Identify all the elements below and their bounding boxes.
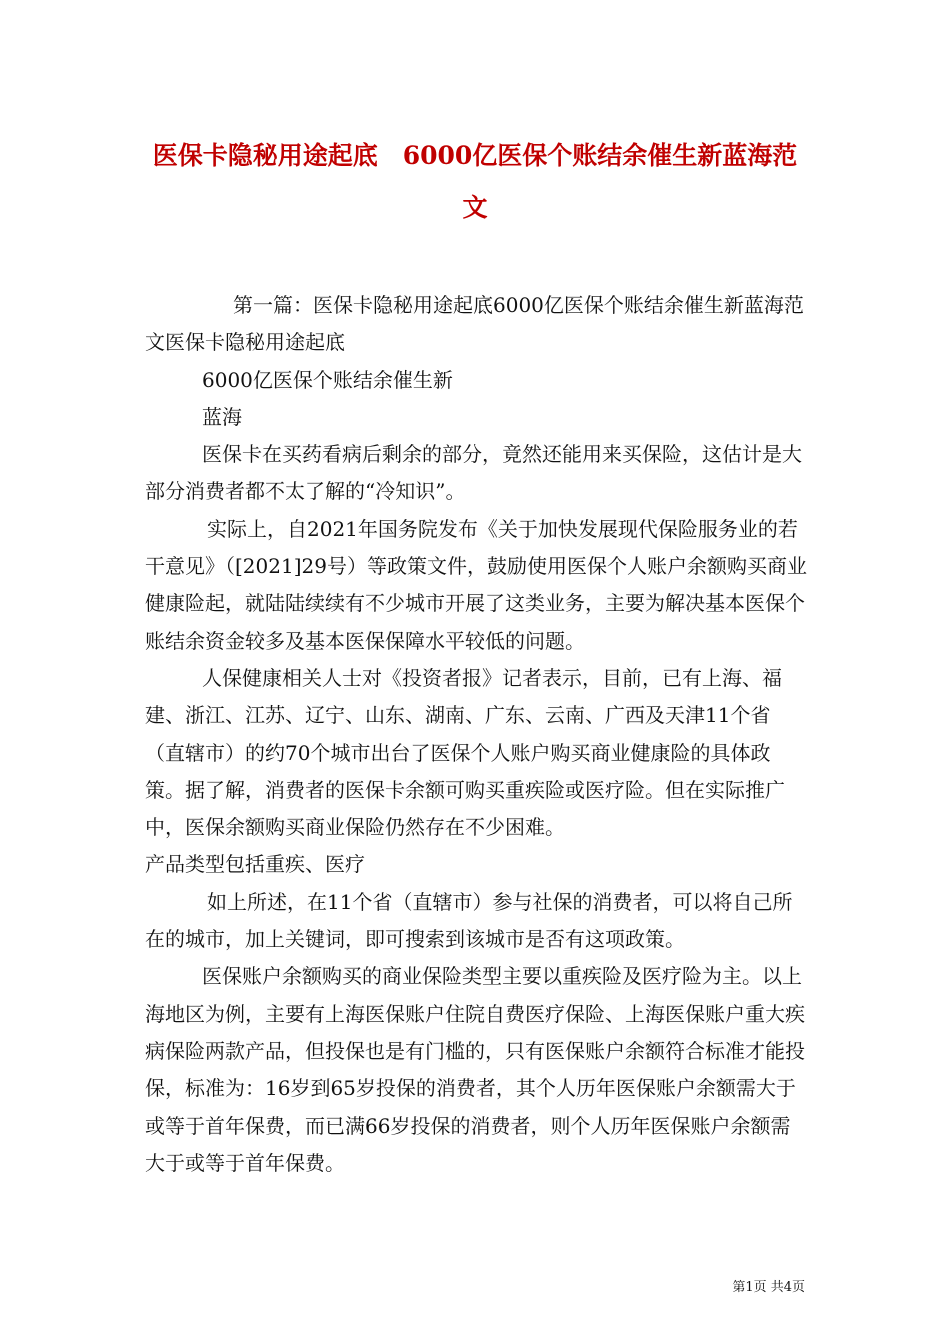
paragraph-8: 如上所述，在11个省（直辖市）参与社保的消费者，可以将自己所在的城市，加上关键词，即可搜索到该城市是否有这项政策。: [145, 889, 793, 952]
title-line-2: 文: [462, 193, 488, 222]
paragraph-6: 人保健康相关人士对《投资者报》记者表示，目前，已有上海、福建、浙江、江苏、辽宁、山东、湖南、广东、云南、广西及天津11个省（直辖市）的约70个城市出台了医保个人账户购买商业健康险的具体政策。据了解，消费者的医保卡余额可购买重疾险或医疗险。但在实际推广中，医保余额购买商业保险仍然存在不少困难。: [145, 665, 785, 840]
paragraph-2: 6000亿医保个账结余催生新: [202, 367, 453, 392]
paragraph-1: 第一篇：医保卡隐秘用途起底6000亿医保个账结余催生新蓝海范文医保卡隐秘用途起底: [145, 293, 804, 355]
paragraph-5: 实际上，自2021年国务院发布《关于加快发展现代保险服务业的若干意见》（[2021]29号）等政策文件，鼓励使用医保个人账户余额购买商业健康险起，就陆陆续续有不少城市开展了这类业务，主要为解决基本医保个账结余资金较多及基本医保保障水平较低的问题。: [145, 516, 807, 653]
paragraph-7: 产品类型包括重疾、医疗: [145, 852, 365, 877]
page-footer: 第1页 共4页: [732, 1280, 805, 1295]
paragraph-3: 蓝海: [202, 404, 242, 429]
document-body: [145, 287, 810, 1182]
paragraph-4: 医保卡在买药看病后剩余的部分，竟然还能用来买保险，这估计是大部分消费者都不太了解的“冷知识”。: [145, 442, 802, 504]
paragraph-9: 医保账户余额购买的商业保险类型主要以重疾险及医疗险为主。以上海地区为例，主要有上海医保账户住院自费医疗保险、上海医保账户重大疾病保险两款产品，但投保也是有门槛的，只有医保账户余额符合标准才能投保，标准为：16岁到65岁投保的消费者，其个人历年医保账户余额需大于或等于首年保费，而已满66岁投保的消费者，则个人历年医保账户余额需大于或等于首年保费。: [145, 964, 805, 1175]
document-title: [130, 130, 820, 234]
title-line-1: 医保卡隐秘用途起底 6000亿医保个账结余催生新蓝海范: [152, 141, 798, 170]
